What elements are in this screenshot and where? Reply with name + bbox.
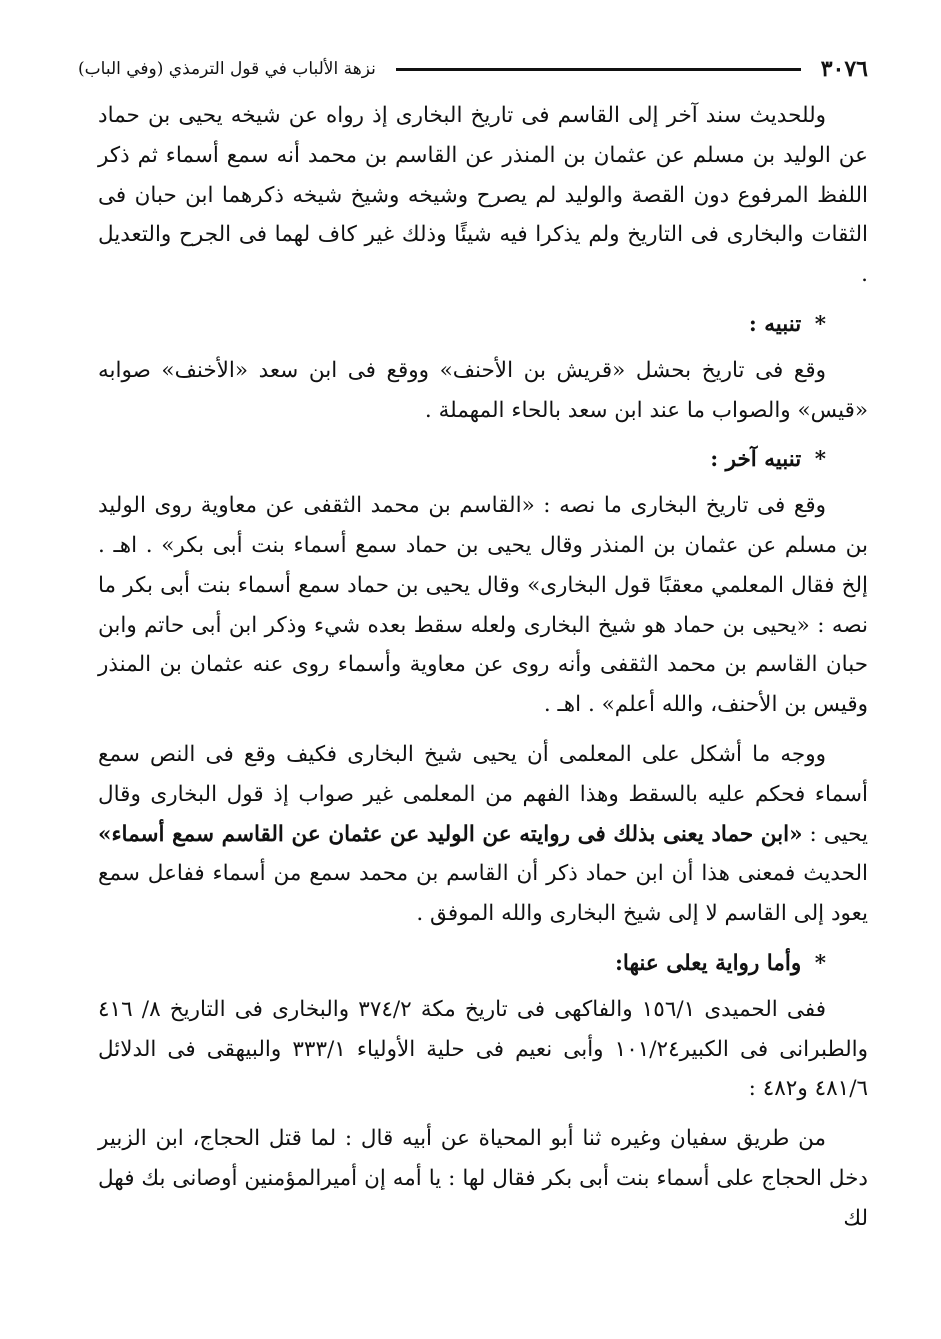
running-header xyxy=(78,52,868,86)
paragraph-tarikh-bukhari: وقع فى تاريخ البخارى ما نصه : «القاسم بن محمد الثقفى عن معاوية روى الوليد بن مسلم عن عثمان بن المنذر وقال يحيى بن حماد سمع أسماء بنت أبى بكر» . اهـ . إلخ فقال المعلمي معقبًا قول البخارى» وقال يحيى بن حماد سمع أسماء بنت أبى بكر ما نصه : «يحيى بن حماد هو شيخ البخارى ولعله سقط بعده شيء وذكر ابن أبى حاتم وابن حبان القاسم بن محمد الثقفى وأنه روى عن معاوية وأسماء روى عنه عثمان بن المنذر وقيس بن الأحنف، والله أعلم» . اهـ . xyxy=(98,493,868,718)
asterisk-icon: * xyxy=(814,311,826,337)
asterisk-icon: * xyxy=(814,447,826,473)
heading-riwayat-yala xyxy=(98,944,868,984)
paragraph-mualimi-text-2: الحديث فمعنى هذا أن ابن حماد ذكر أن القاسم بن محمد سمع من أسماء ففاعل سمع يعود إلى القاسم لا إلى شيخ البخارى والله الموفق . xyxy=(98,861,868,927)
paragraph-takhrij: ففى الحميدى ١٥٦/١ والفاكهى فى تاريخ مكة ٣٧٤/٢ والبخارى فى التاريخ ٨/ ٤١٦ والطبرانى فى الكبير١٠١/٢٤ وأبى نعيم فى حلية الأولياء ٣٣٣/١ والبيهقى فى الدلائل ٤٨١/٦ و٤٨٢ : xyxy=(98,996,869,1102)
paragraph-mualimi-ishkal xyxy=(98,735,868,934)
heading-tanbih-akhar-text: تنبيه آخر : xyxy=(710,447,802,473)
heading-tanbih-akhar xyxy=(98,440,868,480)
page-number: ٣٠٧٦ xyxy=(820,56,868,82)
paragraph-hadith-text: من طريق سفيان وغيره ثنا أبو المحياة عن أبيه قال : لما قتل الحجاج، ابن الزبير دخل الحجاج على أسماء بنت أبى بكر فقال لها : يا أمه إن أميرالمؤمنين أوصانى بك فهل لك xyxy=(98,1126,868,1231)
header-rule xyxy=(396,68,801,71)
running-title: نزهة الألباب في قول الترمذي (وفي الباب) xyxy=(78,59,376,79)
asterisk-icon: * xyxy=(814,950,826,976)
heading-tanbih xyxy=(98,305,868,345)
heading-tanbih-text: تنبيه : xyxy=(748,311,802,337)
paragraph-tanbih: وقع فى تاريخ بحشل «قريش بن الأحنف» ووقع فى ابن سعد «الأخنف» صوابه «قيس» والصواب ما عند ابن سعد بالحاء المهملة . xyxy=(98,357,868,423)
bold-quotation: «ابن حماد يعنى بذلك فى روايته عن الوليد عن عثمان عن القاسم سمع أسماء» xyxy=(98,821,803,847)
body-text xyxy=(98,96,868,1241)
heading-riwayat-yala-text: وأما رواية يعلى عنها: xyxy=(615,950,802,976)
paragraph-sanad: وللحديث سند آخر إلى القاسم فى تاريخ البخارى إذ رواه عن شيخه يحيى بن حماد عن الوليد بن مسلم عن عثمان بن المنذر عن القاسم بن محمد أنه سمع أسماء ثم ذكر اللفظ المرفوع دون القصة والوليد لم يصرح وشيخه وشيخ شيخه ذكرهما ابن حبان فى الثقات والبخارى فى التاريخ ولم يذكرا فيه شيئًا وذلك غير كاف لهما فى الجرح والتعديل . xyxy=(98,103,868,288)
paragraph-mualimi-text-1: ووجه ما أشكل على المعلمى أن يحيى شيخ البخارى فكيف وقع فى النص سمع أسماء فحكم عليه بالسقط وهذا الفهم من المعلمى غير صواب إذ قول البخارى وقال يحيى : xyxy=(98,741,869,847)
